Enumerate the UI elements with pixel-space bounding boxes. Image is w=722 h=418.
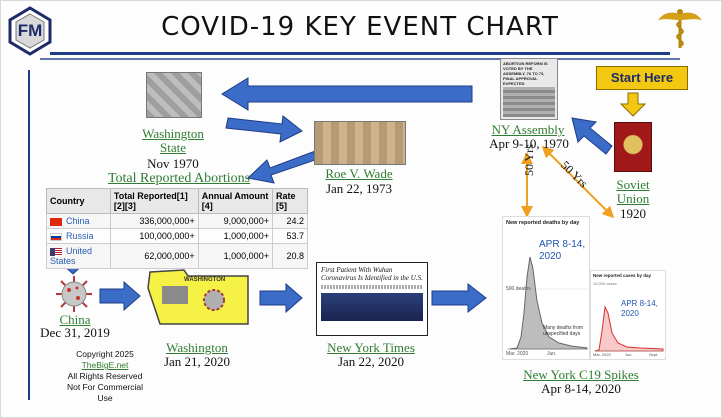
roe-v-wade-photo <box>314 121 406 165</box>
copyright-block <box>60 349 150 404</box>
logo-text: FM <box>17 21 43 40</box>
roe-v-wade-caption[interactable]: Roe V. Wade <box>325 166 393 181</box>
washington-state-date: Nov 1970 <box>147 156 199 171</box>
country-name[interactable]: United States <box>50 246 93 266</box>
abortions-table <box>46 188 308 269</box>
total-cell: 336,000,000+ <box>110 214 198 229</box>
deaths-chart-annotation: APR 8-14, 2020 <box>539 239 586 262</box>
cases-chart <box>590 270 666 360</box>
soviet-union-date: 1920 <box>620 206 646 221</box>
soviet-union-caption[interactable]: Soviet Union <box>616 177 650 206</box>
cases-chart-x-mid: Jun. <box>625 352 633 357</box>
nyt-clipping <box>316 262 428 336</box>
cases-chart-x-end: Sept. <box>649 352 659 357</box>
arrow-to-c19-spikes <box>432 284 486 312</box>
col-total: Total Reported[1][2][3] <box>110 189 198 214</box>
arrow-start-down <box>621 93 645 116</box>
ny-assembly-headline: ABORTION REFORM IS VOTED BY THE ASSEMBLY, 76 TO 73, FINAL APPROVAL EXPECTED <box>503 61 548 85</box>
arrow-to-new-york-times <box>260 284 302 312</box>
annual-cell: 9,000,000+ <box>198 214 272 229</box>
deaths-chart-x-end: Jun. <box>547 351 557 357</box>
rate-cell: 24.2 <box>272 214 307 229</box>
washington-map-label: WASHINGTON <box>184 277 226 283</box>
table-row <box>47 229 308 244</box>
china-caption[interactable]: China <box>59 312 91 327</box>
cases-chart-annotation: APR 8-14, 2020 <box>621 299 658 318</box>
roe-v-wade-date: Jan 22, 1973 <box>325 181 393 196</box>
deaths-chart-title: New reported deaths by day <box>506 220 580 226</box>
china-date: Dec 31, 2019 <box>40 325 110 340</box>
rate-cell: 20.8 <box>272 244 307 269</box>
russia-flag-icon <box>50 233 62 241</box>
ny-c19-spikes-caption[interactable]: New York C19 Spikes <box>523 367 639 382</box>
washington-map <box>144 266 254 330</box>
abortions-table-title[interactable]: Total Reported Abortions <box>107 171 251 186</box>
total-cell: 100,000,000+ <box>110 229 198 244</box>
col-country: Country <box>47 189 111 214</box>
arrow-to-roe-v-wade <box>226 116 302 142</box>
copyright-line: Copyright 2025 <box>76 349 134 359</box>
col-rate: Rate [5] <box>272 189 307 214</box>
annual-cell: 1,000,000+ <box>198 244 272 269</box>
rights-line: All Rights Reserved <box>67 371 143 381</box>
usa-flag-icon <box>50 248 62 256</box>
deaths-chart-y-label: 500 deaths <box>506 286 531 292</box>
usage-line: Not For Commercial Use <box>66 382 144 403</box>
country-name[interactable]: Russia <box>66 231 94 241</box>
soviet-union-photo <box>614 122 652 172</box>
washington-date: Jan 21, 2020 <box>163 354 231 369</box>
washington-caption[interactable]: Washington <box>166 340 228 355</box>
interval-label-diagonal: 50 Yrs <box>558 158 591 191</box>
cases-chart-x-start: Mar. 2020 <box>593 352 611 357</box>
ny-assembly-date: Apr 9-10, 1970 <box>489 136 569 151</box>
deaths-chart-x-start: Mar. 2020 <box>506 351 529 357</box>
ny-assembly-photo <box>500 58 558 120</box>
coronavirus-icon <box>52 274 96 314</box>
arrow-to-washington <box>100 282 140 310</box>
start-here-button[interactable]: Start Here <box>596 66 688 90</box>
washington-state-photo <box>146 72 202 118</box>
country-name[interactable]: China <box>66 216 90 226</box>
total-cell: 62,000,000+ <box>110 244 198 269</box>
deaths-chart <box>502 216 590 360</box>
copyright-link[interactable]: TheBigE.net <box>81 360 129 370</box>
deaths-chart-note: Many deaths from unspecified days <box>543 325 584 337</box>
arrow-to-washington-state <box>222 78 472 110</box>
ny-assembly-caption[interactable]: NY Assembly <box>491 122 565 137</box>
annual-cell: 1,000,000+ <box>198 229 272 244</box>
new-york-times-caption[interactable]: New York Times <box>327 340 415 355</box>
col-annual: Annual Amount [4] <box>198 189 272 214</box>
washington-state-caption[interactable]: Washington State <box>142 126 204 155</box>
nyt-headline: First Patient With Wuhan Coronavirus Is Identified in the U.S. <box>321 266 423 282</box>
table-row <box>47 214 308 229</box>
cases-chart-title: New reported cases by day <box>593 273 652 278</box>
rate-cell: 53.7 <box>272 229 307 244</box>
china-flag-icon <box>50 218 62 226</box>
table-row <box>47 244 308 269</box>
interval-label-vertical: 50 Yrs <box>522 144 536 176</box>
new-york-times-date: Jan 22, 2020 <box>337 354 405 369</box>
cases-chart-y-label: 10,000 cases <box>593 281 617 286</box>
ny-c19-spikes-date: Apr 8-14, 2020 <box>541 381 621 396</box>
page-title: COVID-19 KEY EVENT CHART <box>161 12 559 42</box>
